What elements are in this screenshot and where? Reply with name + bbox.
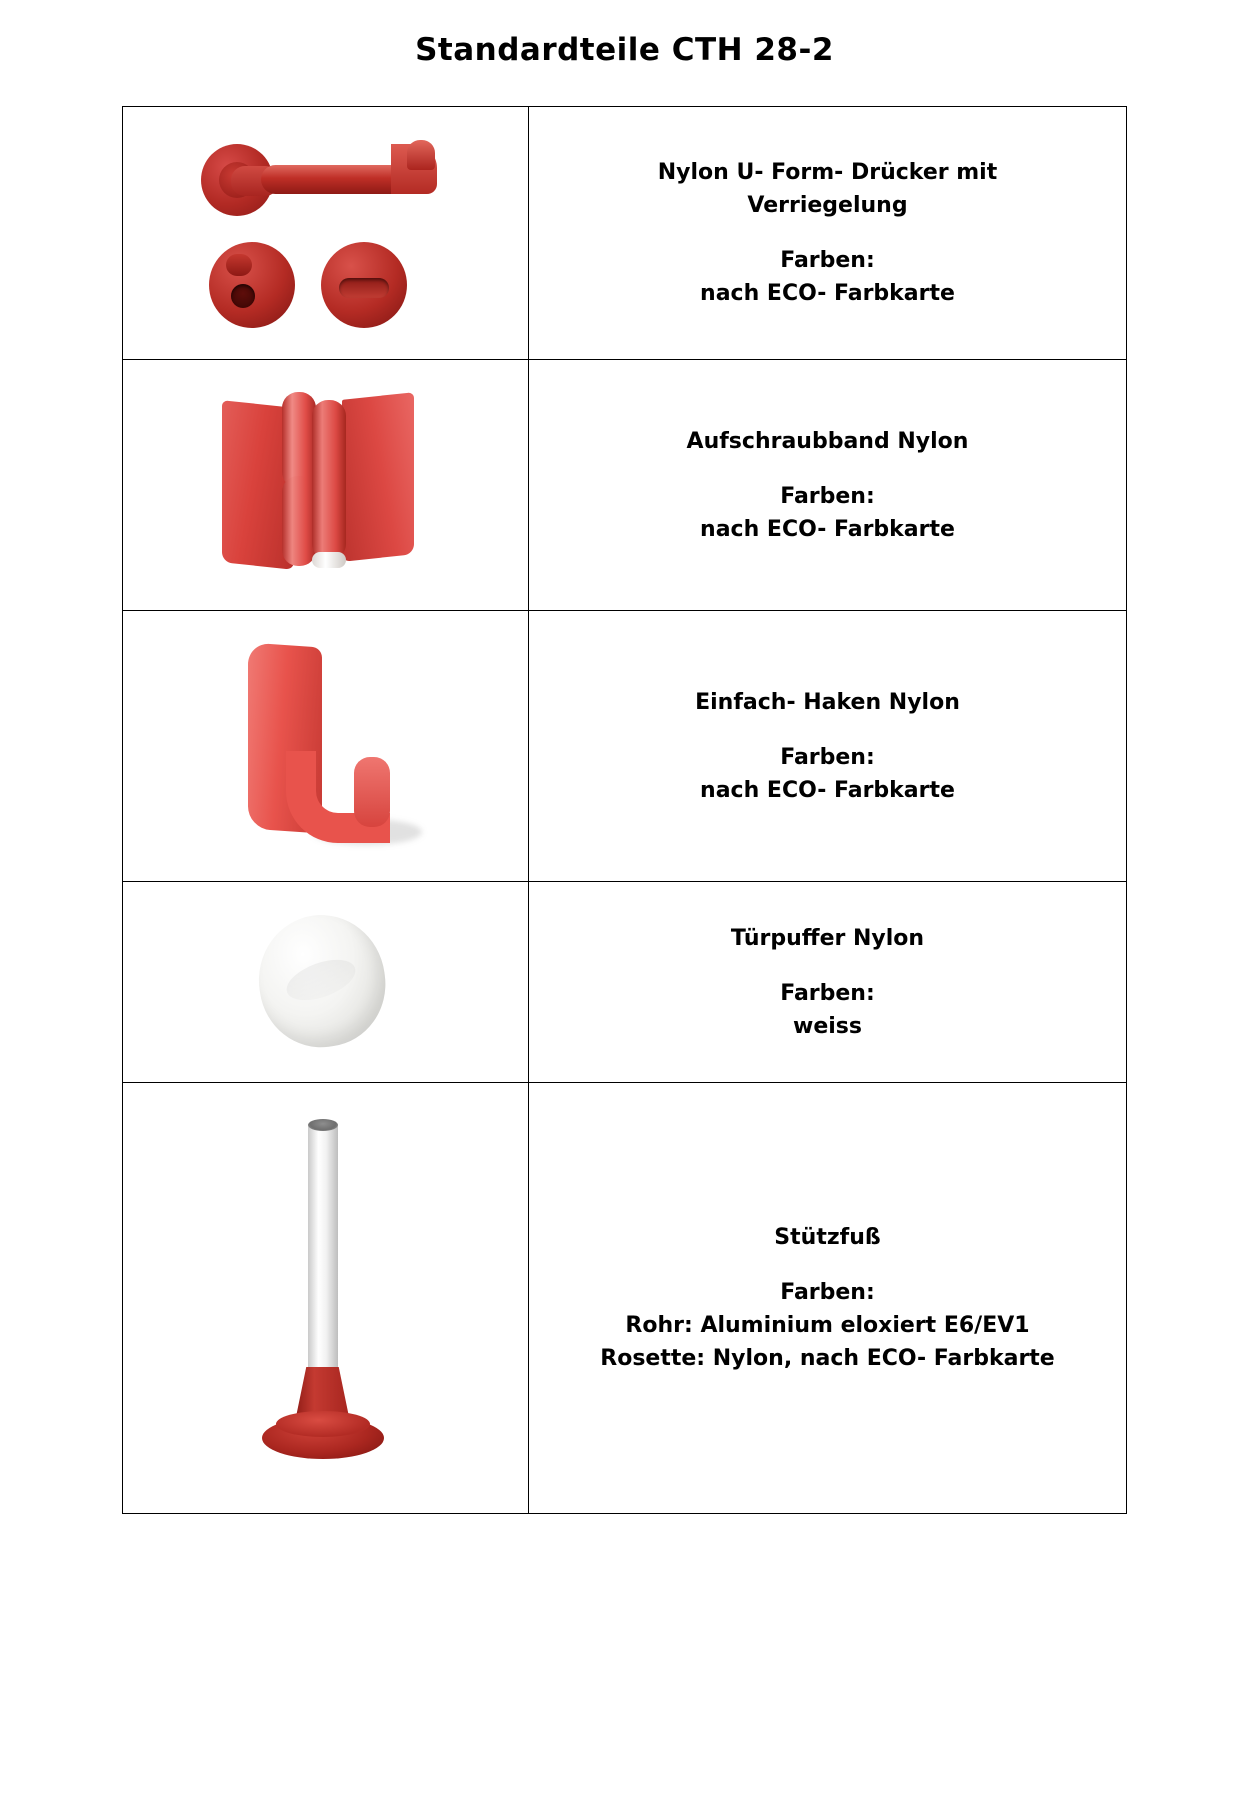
colors-label: Farben:	[780, 483, 875, 509]
table-row	[123, 611, 1127, 882]
product-name-line: Stützfuß	[774, 1225, 881, 1250]
product-description-cell	[529, 882, 1127, 1083]
product-image-cell	[123, 360, 529, 611]
colors-label: Farben:	[780, 980, 875, 1006]
nylon-single-hook-photo	[123, 611, 528, 881]
product-name-line: Nylon U- Form- Drücker mit	[657, 160, 998, 185]
colors-label: Farben:	[780, 1280, 875, 1305]
door-buffer-graphic	[251, 907, 401, 1057]
nylon-screw-on-hinge-photo	[123, 360, 528, 610]
colors-value-tube: Rohr: Aluminium eloxiert E6/EV1	[625, 1313, 1030, 1338]
hook-graphic	[226, 639, 426, 854]
product-description-cell	[529, 107, 1127, 360]
spacer	[529, 458, 1126, 480]
lever-handle-graphic	[201, 132, 451, 228]
spacer	[529, 1254, 1126, 1276]
colors-value: weiss	[793, 1013, 862, 1039]
spacer	[529, 719, 1126, 741]
colors-value: nach ECO- Farbkarte	[700, 516, 955, 542]
spacer	[529, 222, 1126, 244]
document-page	[0, 32, 1249, 1805]
table-row	[123, 360, 1127, 611]
product-image-cell	[123, 107, 529, 360]
colors-value-rosette: Rosette: Nylon, nach ECO- Farbkarte	[600, 1346, 1055, 1371]
product-image-cell	[123, 611, 529, 882]
product-name-line: Türpuffer Nylon	[730, 925, 925, 951]
product-description-cell	[529, 611, 1127, 882]
support-foot-graphic	[246, 1123, 406, 1473]
standard-parts-table	[122, 106, 1127, 1514]
table-row	[123, 107, 1127, 360]
product-name-line: Aufschraubband Nylon	[686, 428, 969, 454]
product-name-line: Einfach- Haken Nylon	[695, 689, 960, 715]
spacer	[529, 955, 1126, 977]
hinge-graphic	[216, 390, 436, 580]
product-description-cell	[529, 360, 1127, 611]
nylon-door-buffer-photo	[123, 882, 528, 1082]
rosette-pair-graphic	[201, 234, 451, 334]
product-name-line-2: Verriegelung	[747, 193, 908, 218]
table-row	[123, 1083, 1127, 1514]
colors-label: Farben:	[780, 744, 875, 770]
colors-value: nach ECO- Farbkarte	[700, 281, 955, 306]
product-image-cell	[123, 882, 529, 1083]
support-foot-photo	[123, 1083, 528, 1513]
product-description-cell	[529, 1083, 1127, 1514]
nylon-lever-handle-with-lock-photo	[123, 107, 528, 359]
colors-label: Farben:	[780, 248, 875, 273]
page-title: Standardteile CTH 28-2	[415, 32, 834, 68]
table-row	[123, 882, 1127, 1083]
product-image-cell	[123, 1083, 529, 1514]
colors-value: nach ECO- Farbkarte	[700, 777, 955, 803]
